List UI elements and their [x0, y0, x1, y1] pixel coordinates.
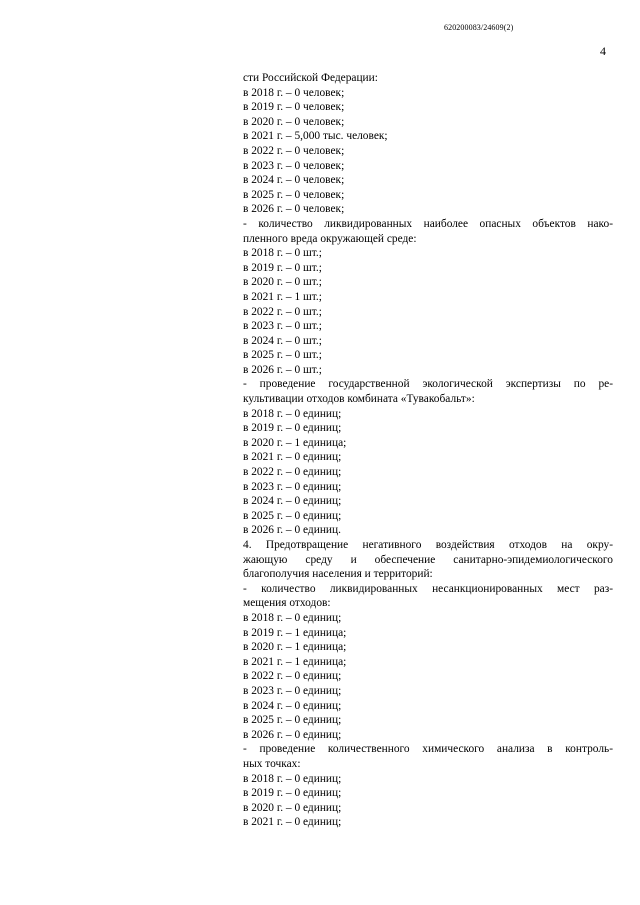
- text-line: в 2021 г. – 0 единиц;: [243, 451, 342, 464]
- text-line: культивации отходов комбината «Тувакобальт»:: [243, 393, 475, 406]
- text-line: в 2024 г. – 0 шт.;: [243, 334, 322, 347]
- text-line: благополучия населения и территорий:: [243, 568, 433, 581]
- text-line: в 2022 г. – 0 единиц;: [243, 670, 342, 683]
- text-line: в 2022 г. – 0 шт.;: [243, 305, 322, 318]
- text-line: в 2023 г. – 0 человек;: [243, 159, 345, 172]
- text-line: в 2022 г. – 0 единиц;: [243, 466, 342, 479]
- text-line: в 2018 г. – 0 человек;: [243, 86, 345, 99]
- document-id: 620200083/24609(2): [444, 23, 514, 32]
- text-line: в 2023 г. – 0 шт.;: [243, 320, 322, 333]
- page-number: 4: [600, 44, 606, 58]
- text-line: в 2018 г. – 0 шт.;: [243, 247, 322, 260]
- text-line: в 2025 г. – 0 шт.;: [243, 349, 322, 362]
- text-line: 4. Предотвращение негативного воздействия отходов на окру-: [243, 539, 613, 551]
- text-line: в 2019 г. – 0 единиц;: [243, 422, 342, 435]
- text-line: в 2025 г. – 0 единиц;: [243, 509, 342, 522]
- text-line: - количество ликвидированных наиболее опасных объектов нако-: [243, 217, 613, 230]
- text-line: сти Российской Федерации:: [243, 72, 378, 84]
- text-line: - проведение количественного химического анализа в контроль-: [243, 743, 613, 756]
- text-line: в 2020 г. – 1 единица;: [243, 436, 347, 449]
- text-line: пленного вреда окружающей среде:: [243, 232, 417, 245]
- text-line: в 2019 г. – 0 единиц;: [243, 787, 342, 800]
- text-line: в 2018 г. – 0 единиц;: [243, 772, 342, 785]
- text-line: - проведение государственной экологической экспертизы по ре-: [243, 378, 613, 391]
- text-line: в 2026 г. – 0 шт.;: [243, 363, 322, 376]
- text-line: в 2020 г. – 1 единица;: [243, 641, 347, 654]
- text-line: в 2020 г. – 0 человек;: [243, 115, 345, 128]
- text-line: в 2021 г. – 5,000 тыс. человек;: [243, 130, 388, 143]
- body-text: [243, 71, 613, 830]
- text-line: в 2023 г. – 0 единиц;: [243, 684, 342, 697]
- text-line: в 2020 г. – 0 шт.;: [243, 276, 322, 289]
- text-line: в 2021 г. – 0 единиц;: [243, 816, 342, 829]
- text-line: в 2023 г. – 0 единиц;: [243, 480, 342, 493]
- text-line: в 2020 г. – 0 единиц;: [243, 801, 342, 814]
- text-line: ных точках:: [243, 757, 301, 770]
- text-line: в 2024 г. – 0 единиц;: [243, 699, 342, 712]
- text-line: в 2018 г. – 0 единиц;: [243, 611, 342, 624]
- text-line: в 2026 г. – 0 единиц;: [243, 728, 342, 741]
- text-line: в 2022 г. – 0 человек;: [243, 144, 345, 157]
- text-line: в 2021 г. – 1 единица;: [243, 655, 347, 668]
- text-line: в 2026 г. – 0 человек;: [243, 203, 345, 216]
- text-line: в 2019 г. – 1 единица;: [243, 626, 347, 639]
- text-line: в 2021 г. – 1 шт.;: [243, 290, 322, 303]
- text-line: в 2025 г. – 0 человек;: [243, 188, 345, 201]
- text-line: мещения отходов:: [243, 597, 331, 610]
- text-line: в 2024 г. – 0 человек;: [243, 174, 345, 187]
- text-line: в 2018 г. – 0 единиц;: [243, 407, 342, 420]
- text-line: - количество ликвидированных несанкционированных мест раз-: [243, 582, 613, 595]
- text-line: в 2025 г. – 0 единиц;: [243, 714, 342, 727]
- text-line: в 2026 г. – 0 единиц.: [243, 524, 341, 537]
- text-line: жающую среду и обеспечение санитарно-эпидемиологического: [243, 553, 613, 566]
- text-line: в 2024 г. – 0 единиц;: [243, 495, 342, 508]
- text-line: в 2019 г. – 0 человек;: [243, 101, 345, 114]
- text-line: в 2019 г. – 0 шт.;: [243, 261, 322, 274]
